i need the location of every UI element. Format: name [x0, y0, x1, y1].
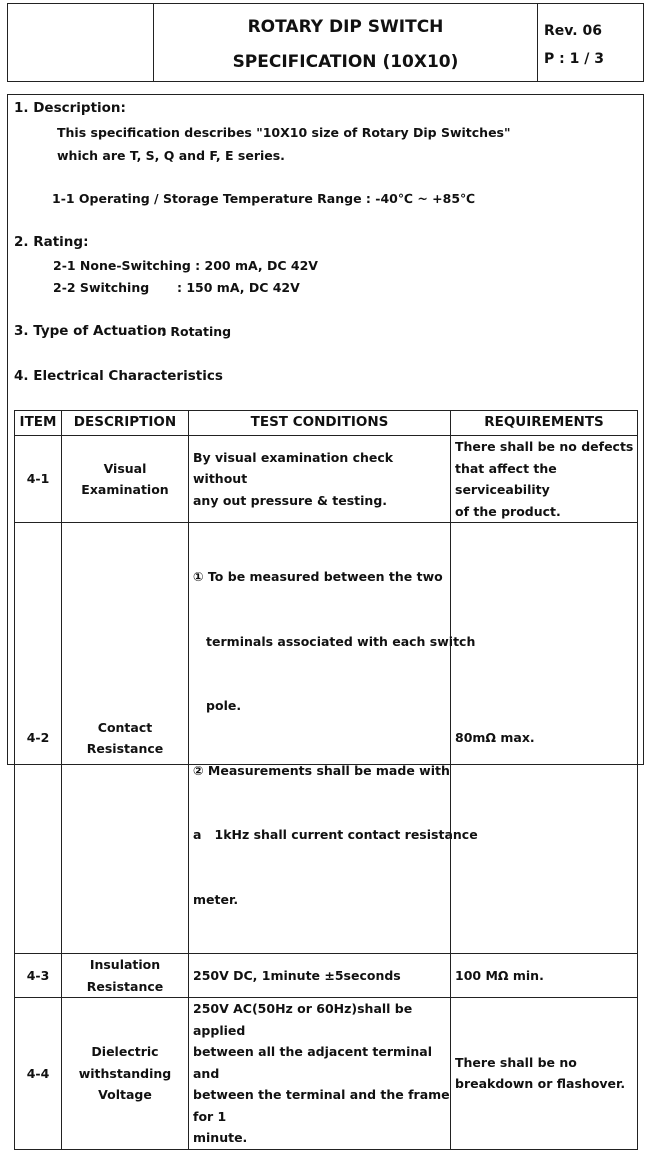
- description-line: Resistance: [86, 978, 164, 994]
- description-line: Voltage: [98, 1087, 152, 1102]
- rating-item-2-label: 2-2 Switching: [53, 280, 150, 295]
- description-line: Visual: [103, 460, 147, 476]
- condition-line: ② Measurements shall be made with: [193, 762, 450, 778]
- item-cell: 4-2: [15, 523, 62, 954]
- table-row: [15, 954, 638, 998]
- requirements-cell: [451, 998, 638, 1150]
- conditions-cell: [189, 998, 451, 1150]
- title-line-2: SPECIFICATION (10X10): [232, 52, 459, 72]
- electrical-characteristics-table: [14, 410, 638, 1150]
- requirement-line: of the product.: [455, 503, 561, 519]
- table-header-row: [15, 411, 638, 436]
- requirement-line: 80mΩ max.: [455, 730, 535, 746]
- condition-line: By visual examination check without: [193, 449, 394, 487]
- conditions-cell: [189, 954, 451, 998]
- temperature-range: 1-1 Operating / Storage Temperature Range : -40℃ ~ +85℃: [52, 191, 476, 206]
- condition-line: meter.: [193, 891, 239, 907]
- header-requirements: REQUIREMENTS: [451, 411, 638, 436]
- description-line: Dielectric: [91, 1044, 159, 1059]
- revision-cell: [537, 4, 644, 81]
- description-cell: [62, 523, 189, 954]
- rating-item-1: 2-1 None-Switching : 200 mA, DC 42V: [53, 258, 318, 273]
- condition-line: 250V AC(50Hz or 60Hz)shall be applied: [193, 1001, 413, 1038]
- table-row: [15, 998, 638, 1150]
- table-row: [15, 523, 638, 954]
- table-row: [15, 436, 638, 523]
- header-test-conditions: TEST CONDITIONS: [189, 411, 451, 436]
- condition-line: terminals associated with each switch: [193, 633, 476, 649]
- item-cell: 4-3: [15, 954, 62, 998]
- condition-line: ① To be measured between the two: [193, 569, 443, 584]
- logo-cell: [8, 4, 154, 81]
- requirement-line: 100 MΩ min.: [455, 967, 544, 983]
- page-number: P : 1 / 3: [544, 51, 604, 67]
- requirement-line: There shall be no defects: [455, 439, 634, 454]
- revision-label: Rev. 06: [544, 23, 602, 39]
- conditions-cell: [189, 523, 478, 954]
- rating-item-2-value: : 150 mA, DC 42V: [177, 280, 300, 295]
- electrical-heading: 4. Electrical Characteristics: [14, 368, 223, 384]
- condition-line: between the terminal and the frame for 1: [193, 1087, 450, 1124]
- condition-line: pole.: [193, 698, 242, 713]
- condition-line: minute.: [193, 1130, 248, 1145]
- description-line: Examination: [81, 482, 169, 497]
- condition-line: a 1kHz shall current contact resistance: [193, 827, 478, 842]
- requirements-cell: [451, 436, 638, 523]
- document-header: [7, 3, 644, 82]
- description-line-2: which are T, S, Q and F, E series.: [57, 148, 285, 163]
- description-heading: 1. Description:: [14, 100, 126, 116]
- description-line-1: This specification describes "10X10 size of Rotary Dip Switches": [57, 125, 511, 140]
- condition-line: between all the adjacent terminal and: [193, 1044, 432, 1081]
- item-cell: 4-4: [15, 998, 62, 1150]
- description-line: Resistance: [86, 741, 164, 756]
- rating-heading: 2. Rating:: [14, 234, 89, 250]
- condition-line: any out pressure & testing.: [193, 492, 388, 508]
- conditions-cell: [189, 436, 451, 523]
- description-line: withstanding: [78, 1065, 172, 1081]
- condition-line: 250V DC, 1minute ±5seconds: [193, 967, 401, 983]
- document-body: [7, 94, 644, 1145]
- description-cell: [62, 954, 189, 998]
- item-cell: 4-1: [15, 436, 62, 523]
- description-line: Insulation: [89, 957, 161, 972]
- requirement-line: that affect the serviceability: [455, 460, 557, 497]
- actuation-value: : Rotating: [161, 324, 232, 339]
- description-cell: [62, 998, 189, 1150]
- requirement-line: breakdown or flashover.: [455, 1076, 626, 1092]
- requirement-line: There shall be no: [455, 1054, 577, 1070]
- title-line-1: ROTARY DIP SWITCH: [247, 17, 444, 37]
- description-cell: [62, 436, 189, 523]
- requirements-cell: [451, 954, 638, 998]
- header-item: ITEM: [15, 411, 62, 436]
- requirements-cell: [451, 523, 638, 954]
- header-description: DESCRIPTION: [62, 411, 189, 436]
- actuation-heading: 3. Type of Actuation: [14, 323, 167, 339]
- description-line: Contact: [97, 719, 153, 735]
